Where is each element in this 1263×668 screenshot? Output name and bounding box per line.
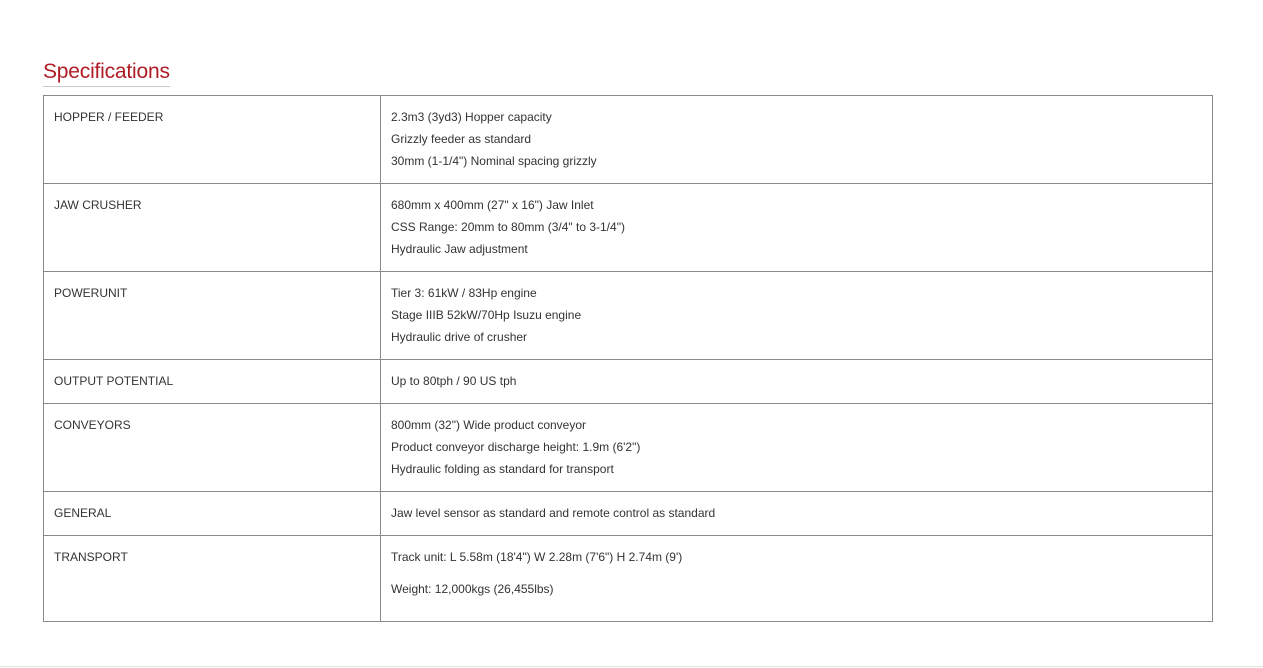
spec-value: 800mm (32") Wide product conveyor xyxy=(391,418,587,432)
spec-value: Stage IIIB 52kW/70Hp Isuzu engine xyxy=(391,308,582,322)
spec-values xyxy=(381,360,1213,404)
spec-label: HOPPER / FEEDER xyxy=(44,96,381,184)
spec-values xyxy=(381,404,1213,492)
spec-row-hopper-feeder xyxy=(44,96,1213,184)
spec-value: Weight: 12,000kgs (26,455lbs) xyxy=(391,582,554,596)
spec-value: 2.3m3 (3yd3) Hopper capacity xyxy=(391,110,552,124)
spec-values xyxy=(381,184,1213,272)
spec-value: Jaw level sensor as standard and remote control as standard xyxy=(391,506,716,520)
spec-label: OUTPUT POTENTIAL xyxy=(44,360,381,404)
spec-row-general xyxy=(44,492,1213,536)
spec-value: Up to 80tph / 90 US tph xyxy=(391,374,517,388)
spec-value: 30mm (1-1/4") Nominal spacing grizzly xyxy=(391,154,597,168)
spec-values xyxy=(381,536,1213,622)
spec-row-output-potential xyxy=(44,360,1213,404)
spec-values xyxy=(381,96,1213,184)
footer-divider xyxy=(0,666,1263,667)
spec-value: Hydraulic drive of crusher xyxy=(391,330,528,344)
spec-values xyxy=(381,492,1213,536)
spec-label: TRANSPORT xyxy=(44,536,381,622)
spec-label: CONVEYORS xyxy=(44,404,381,492)
spec-row-powerunit xyxy=(44,272,1213,360)
spec-value: CSS Range: 20mm to 80mm (3/4" to 3-1/4") xyxy=(391,220,625,234)
spec-value: 680mm x 400mm (27" x 16") Jaw Inlet xyxy=(391,198,594,212)
spec-row-transport xyxy=(44,536,1213,622)
spec-value: Track unit: L 5.58m (18'4") W 2.28m (7'6") H 2.74m (9') xyxy=(391,550,683,564)
spec-value: Hydraulic Jaw adjustment xyxy=(391,242,528,256)
spec-value: Hydraulic folding as standard for transport xyxy=(391,462,614,476)
specifications-table xyxy=(43,95,1213,622)
spec-label: GENERAL xyxy=(44,492,381,536)
spec-value: Tier 3: 61kW / 83Hp engine xyxy=(391,286,537,300)
spec-value: Grizzly feeder as standard xyxy=(391,132,532,146)
spec-row-jaw-crusher xyxy=(44,184,1213,272)
spec-label: POWERUNIT xyxy=(44,272,381,360)
spec-label: JAW CRUSHER xyxy=(44,184,381,272)
spec-value: Product conveyor discharge height: 1.9m (6'2") xyxy=(391,440,641,454)
page-title: Specifications xyxy=(43,58,170,87)
spec-row-conveyors xyxy=(44,404,1213,492)
spec-values xyxy=(381,272,1213,360)
